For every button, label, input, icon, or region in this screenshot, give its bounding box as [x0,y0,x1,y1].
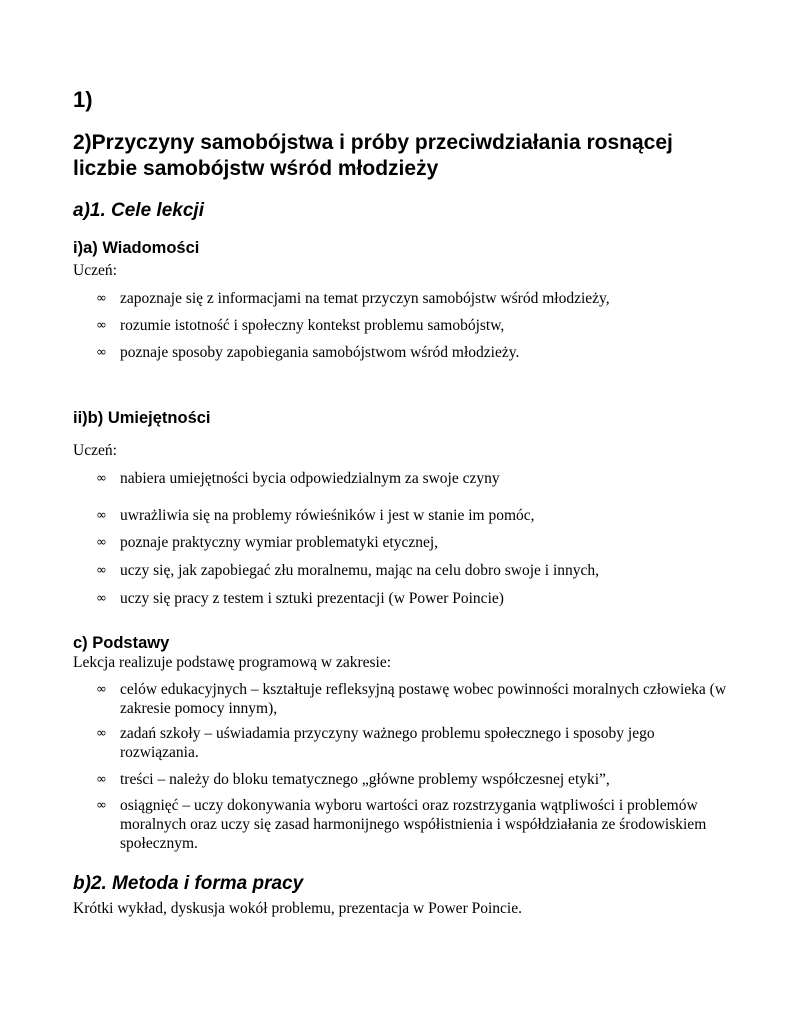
list-item [96,680,736,718]
list-item [96,289,736,308]
infinity-bullet-icon: ∞ [96,798,107,813]
list-item [96,533,736,552]
section-heading-cele-lekcji: a)1. Cele lekcji [73,200,204,221]
list-item [96,561,736,580]
list-item-text: poznaje praktyczny wymiar problematyki etycznej, [120,534,439,551]
infinity-bullet-icon: ∞ [96,726,107,741]
infinity-bullet-icon: ∞ [96,291,107,306]
wiadomosci-intro: Uczeń: [73,262,117,279]
list-item-text: rozumie istotność i społeczny kontekst problemu samobójstw, [120,317,505,334]
list-item-text: uwrażliwia się na problemy rówieśników i jest w stanie im pomóc, [120,507,535,524]
list-item-text: poznaje sposoby zapobiegania samobójstwom wśród młodzieży. [120,344,520,361]
infinity-bullet-icon: ∞ [96,508,107,523]
podstawy-intro: Lekcja realizuje podstawę programową w zakresie: [73,654,392,671]
list-item-text: uczy się, jak zapobiegać złu moralnemu, mając na celu dobro swoje i innych, [120,562,600,579]
list-item [96,724,736,762]
subheading-podstawy: c) Podstawy [73,634,170,652]
subheading-wiadomosci: i)a) Wiadomości [73,239,200,257]
list-item [96,770,736,789]
list-item-text: uczy się pracy z testem i sztuki prezentacji (w Power Poincie) [120,590,504,607]
subheading-umiejetnosci: ii)b) Umiejętności [73,409,211,427]
infinity-bullet-icon: ∞ [96,682,107,697]
list-item [96,343,736,362]
list-item-text: zadań szkoły – uświadamia przyczyny ważnego problemu społecznego i sposoby jego rozwiązania. [120,725,655,761]
section-heading-metoda: b)2. Metoda i forma pracy [73,873,304,894]
list-item-text: osiągnięć – uczy dokonywania wyboru wartości oraz rozstrzygania wątpliwości i problemów moralnych oraz uczy się zasad harmonijnego współistnienia i współdziałania ze środowiskiem społecznym. [120,797,707,852]
heading-1: 1) [73,87,93,112]
list-item [96,506,736,525]
list-item [96,589,736,608]
umiejetnosci-intro: Uczeń: [73,442,117,459]
document-title: 2)Przyczyny samobójstwa i próby przeciwdziałania rosnącej liczbie samobójstw wśród młodzieży [73,131,673,180]
list-item-text: zapoznaje się z informacjami na temat przyczyn samobójstw wśród młodzieży, [120,290,610,307]
list-item-text: treści – należy do bloku tematycznego „główne problemy współczesnej etyki”, [120,771,610,788]
list-item [96,316,736,335]
list-item-text: celów edukacyjnych – kształtuje refleksyjną postawę wobec powinności moralnych człowieka (w zakresie pomocy innym), [120,681,727,717]
infinity-bullet-icon: ∞ [96,471,107,486]
infinity-bullet-icon: ∞ [96,345,107,360]
list-item-text: nabiera umiejętności bycia odpowiedzialnym za swoje czyny [120,470,500,487]
infinity-bullet-icon: ∞ [96,591,107,606]
metoda-text: Krótki wykład, dyskusja wokół problemu, prezentacja w Power Poincie. [73,900,522,917]
infinity-bullet-icon: ∞ [96,318,107,333]
infinity-bullet-icon: ∞ [96,563,107,578]
infinity-bullet-icon: ∞ [96,535,107,550]
list-item [96,469,736,488]
infinity-bullet-icon: ∞ [96,772,107,787]
list-item [96,796,736,853]
